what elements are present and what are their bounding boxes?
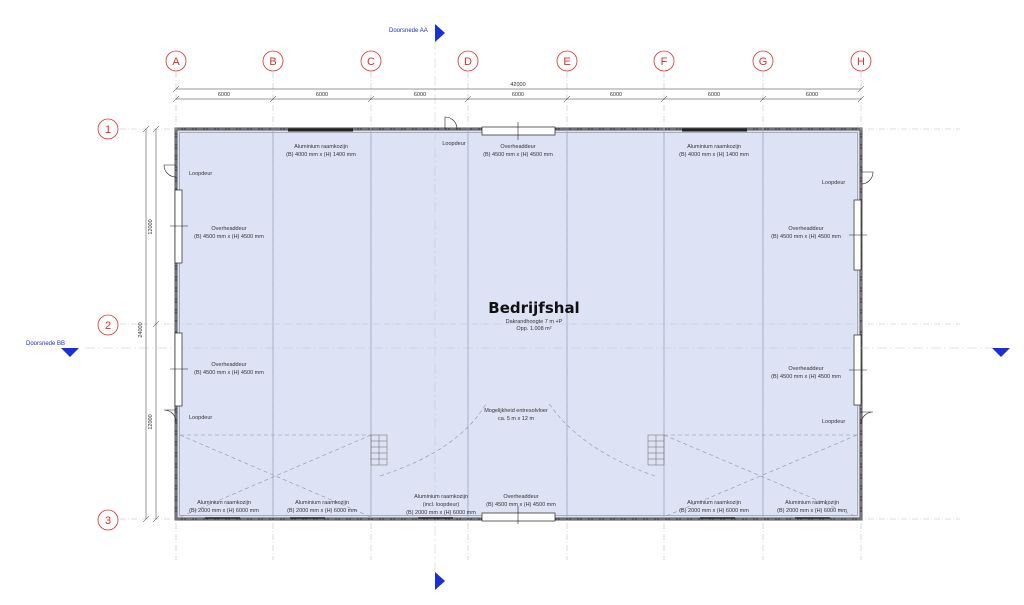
mezzanine-label-2: ca. 5 m x 12 m [497,416,535,422]
right-door-bottom-label: Loopdeur [822,419,846,425]
bottom-window-3-label-3: (B) 2000 mm x (H) 6000 mm [406,510,476,516]
grid-label-H: H [857,56,865,68]
bottom-window-5-label-1: Aluminium raamkozijn [785,500,839,506]
bottom-window-2-label-2: (B) 2000 mm x (H) 6000 mm [287,508,357,514]
mezzanine-label-1: Mogelijkheid entresolvloer [484,408,548,414]
grid-label-C: C [367,56,375,68]
bottom-window-4-label-1: Aluminium raamkozijn [687,500,741,506]
bottom-overhead-label-2: (B) 4500 mm x (H) 4500 mm [486,502,556,508]
top-window-right-label-2: (B) 4000 mm x (H) 1400 mm [679,152,749,158]
left-overhead-top-label-2: (B) 4500 mm x (H) 4500 mm [194,234,264,240]
top-overhead-label-2: (B) 4500 mm x (H) 4500 mm [483,152,553,158]
bottom-overhead-label-1: Overheaddeur [503,494,539,500]
top-window-right-label-1: Aluminium raamkozijn [687,144,741,150]
section-bb-left-arrow [61,348,79,357]
grid-label-E: E [563,56,571,68]
bottom-window-3-label-2: (incl. loopdeur) [422,502,460,508]
top-window-left-label-2: (B) 4000 mm x (H) 1400 mm [286,152,356,158]
grid-label-F: F [660,56,668,68]
grid-label-G: G [758,56,768,68]
left-door-top-label: Loopdeur [189,171,213,177]
hall-title: Bedrijfshal [488,299,580,317]
dim-bay-4: 6000 [511,92,525,98]
top-door-label: Loopdeur [442,141,466,147]
hall-eaves-height: Dakrandhoogte 7 m +P [505,319,563,325]
section-aa-label: Doorsnede AA [389,28,428,34]
grid-label-A: A [172,56,180,68]
bottom-window-2-label-1: Aluminium raamkozijn [295,500,349,506]
dim-bay-7: 6000 [805,92,819,98]
dim-total-width: 42000 [510,82,526,88]
right-overhead-bottom-label-1: Overheaddeur [788,366,824,372]
grid-label-1: 1 [104,124,112,136]
grid-label-3: 3 [104,515,112,527]
bottom-window-1-label-2: (B) 2000 mm x (H) 6000 mm [189,508,259,514]
section-aa-bottom-arrow [435,572,445,590]
left-overhead-bottom-label-1: Overheaddeur [211,362,247,368]
bottom-window-3-label-1: Aluminium raamkozijn [414,494,468,500]
right-overhead-bottom-label-2: (B) 4500 mm x (H) 4500 mm [771,374,841,380]
dim-bay-2: 6000 [315,92,329,98]
dim-total-depth: 24000 [138,322,144,338]
bottom-window-4-label-2: (B) 2000 mm x (H) 6000 mm [679,508,749,514]
right-overhead-top-label-1: Overheaddeur [788,226,824,232]
bottom-window-1-label-1: Aluminium raamkozijn [197,500,251,506]
dim-bay-5: 6000 [609,92,623,98]
left-overhead-bottom-label-2: (B) 4500 mm x (H) 4500 mm [194,370,264,376]
left-overhead-top-label-1: Overheaddeur [211,226,247,232]
bottom-window-5-label-2: (B) 2000 mm x (H) 6000 mm [777,508,847,514]
grid-label-D: D [464,56,472,68]
hall-area: Opp. 1.008 m² [516,326,552,332]
dim-bay-1: 6000 [217,92,231,98]
top-window-left-label-1: Aluminium raamkozijn [294,144,348,150]
section-aa-top-arrow [435,24,445,42]
grid-label-2: 2 [104,320,112,332]
grid-label-B: B [269,56,277,68]
dim-row-span-1: 12000 [148,219,154,235]
dim-row-span-2: 12000 [148,414,154,430]
dim-bay-3: 6000 [413,92,427,98]
section-bb-label: Doorsnede BB [26,341,66,347]
top-overhead-label-1: Overheaddeur [500,144,536,150]
dim-bay-6: 6000 [707,92,721,98]
right-overhead-top-label-2: (B) 4500 mm x (H) 4500 mm [771,234,841,240]
left-door-bottom-label: Loopdeur [189,415,213,421]
right-door-top-label: Loopdeur [822,180,846,186]
section-bb-right-arrow [992,348,1010,357]
